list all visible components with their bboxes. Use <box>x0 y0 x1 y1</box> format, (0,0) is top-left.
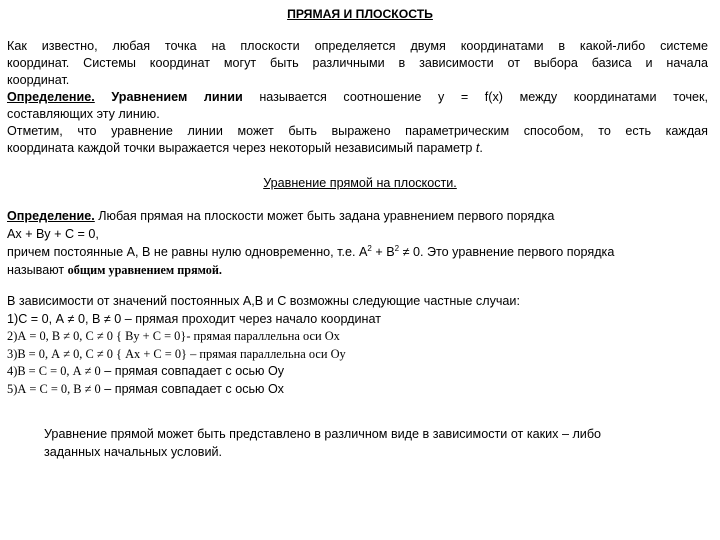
def2-l4-a: называют <box>7 263 65 277</box>
case-4 <box>7 363 708 381</box>
def2-l3-a: причем постоянные А, В не равны нулю одновременно, т.е. А <box>7 245 368 259</box>
case-5-condition: 5)А = С = 0, В ≠ 0 <box>7 381 101 396</box>
page-title: ПРЯМАЯ И ПЛОСКОСТЬ <box>287 7 433 21</box>
def2-l3-c: ≠ 0. Это уравнение первого порядка <box>399 245 615 259</box>
cases-intro: В зависимости от значений постоянных А,В и С возможны следующие частные случаи: <box>7 294 520 308</box>
case-4-condition: 4)В = С = 0, А ≠ 0 <box>7 364 101 379</box>
case-2: 2)А = 0, В ≠ 0, С ≠ 0 { By + C = 0}- прямая параллельна оси Ох <box>7 329 340 344</box>
parametric-note <box>7 123 708 157</box>
sup-2: 2 <box>394 243 400 253</box>
def2-text: Любая прямая на плоскости может быть задана уравнением первого порядка <box>98 209 555 223</box>
definition-bold-text: Уравнением линии <box>111 90 243 104</box>
note-line-2-end: . <box>479 141 483 155</box>
general-equation: Ах + Ву + С = 0, <box>7 227 99 241</box>
case-1: 1)C = 0, А ≠ 0, В ≠ 0 – прямая проходит через начало координат <box>7 311 381 326</box>
general-equation-name: общим уравнением прямой. <box>67 263 222 277</box>
general-equation-definition <box>7 207 708 279</box>
definition-term: Определение. <box>7 90 95 104</box>
def2-line-1 <box>7 207 708 225</box>
closing-paragraph <box>44 426 704 461</box>
special-cases-list <box>7 293 708 399</box>
case-3: 3)В = 0, А ≠ 0, С ≠ 0 { Ax + C = 0} – прямая параллельна оси Оу <box>7 346 346 361</box>
intro-paragraph <box>7 38 708 89</box>
case-4-text: – прямая совпадает с осью Оу <box>100 364 285 379</box>
definition-rest: называется соотношение y = f(x) между координатами точек, <box>259 90 709 104</box>
sup-1: 2 <box>367 243 372 253</box>
def2-line-4 <box>7 261 708 279</box>
def2-line-3 <box>7 243 708 261</box>
param-t: t <box>475 141 480 155</box>
note-line-2-text: координата каждой точки выражается через некоторый независимый параметр <box>7 141 473 155</box>
def2-l3-b: + В <box>371 245 395 259</box>
intro-line-2: координат. Системы координат могут быть различными в зависимости от выбора базиса и начала <box>7 56 708 70</box>
intro-line-3: координат. <box>7 73 70 87</box>
closing-line-1: Уравнение прямой может быть представлено в различном виде в зависимости от каких – либо <box>44 427 602 441</box>
case-5-text: – прямая совпадает с осью Ох <box>100 381 284 396</box>
definition-line-paragraph <box>7 89 708 123</box>
case-5 <box>7 381 708 399</box>
def2-term: Определение. <box>7 209 95 223</box>
note-line-1: Отметим, что уравнение линии может быть выражено параметрическим способом, то есть каждая <box>7 124 708 138</box>
section-heading: Уравнение прямой на плоскости. <box>263 176 457 190</box>
closing-line-2: заданных начальных условий. <box>44 444 223 459</box>
intro-line-1: Как известно, любая точка на плоскости определяется двумя координатами в какой-либо системе <box>7 39 708 53</box>
definition-line-1 <box>7 89 708 106</box>
note-line-2 <box>7 140 708 157</box>
definition-line-2: составляющих эту линию. <box>7 107 160 121</box>
